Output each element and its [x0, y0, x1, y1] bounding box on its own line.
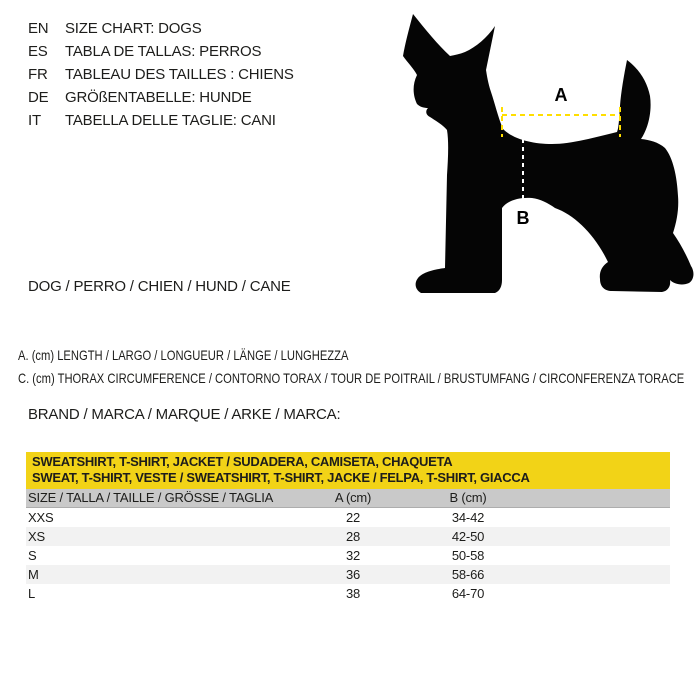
table-title-line: SWEAT, T-SHIRT, VESTE / SWEATSHIRT, T-SHIRT, JACKE / FELPA, T-SHIRT, GIACCA [32, 470, 530, 485]
measure-label-b: B [516, 208, 530, 228]
cell-a: 28 [345, 529, 361, 544]
cell-size: L [28, 586, 36, 601]
measurement-legend-a: A. (cm) LENGTH / LARGO / LONGUEUR / LÄNGE / LUNGHEZZA [18, 347, 349, 363]
table-header-row [26, 489, 670, 508]
language-title: TABLA DE TALLAS: PERROS [65, 43, 262, 60]
measure-label-a: A [554, 85, 568, 105]
cell-b: 42-50 [451, 529, 485, 544]
language-code: IT [28, 112, 41, 129]
table-row [26, 565, 670, 584]
cell-a: 38 [345, 586, 361, 601]
language-list [28, 17, 294, 132]
cell-size: XS [28, 529, 45, 544]
cell-b: 34-42 [451, 510, 485, 525]
language-title: SIZE CHART: DOGS [65, 20, 202, 37]
table-title-band [26, 452, 670, 489]
language-code: DE [28, 89, 49, 106]
language-title: GRÖßENTABELLE: HUNDE [65, 89, 252, 106]
language-row [28, 86, 294, 109]
measure-line-a [502, 107, 620, 137]
cell-a: 22 [345, 510, 361, 525]
cell-b: 58-66 [451, 567, 485, 582]
animal-translations-line: DOG / PERRO / CHIEN / HUND / CANE [28, 278, 291, 295]
table-row [26, 508, 670, 527]
table-row [26, 584, 670, 603]
language-code: ES [28, 43, 48, 60]
language-row [28, 17, 294, 40]
language-title: TABLEAU DES TAILLES : CHIENS [65, 66, 294, 83]
cell-b: 50-58 [451, 548, 485, 563]
cell-a: 36 [345, 567, 361, 582]
dog-measurement-diagram [400, 0, 700, 300]
language-code: FR [28, 66, 48, 83]
column-header-b: B (cm) [449, 490, 487, 505]
language-title: TABELLA DELLE TAGLIE: CANI [65, 112, 276, 129]
dog-silhouette-icon [400, 0, 700, 300]
brand-line: BRAND / MARCA / MARQUE / ARKE / MARCA: [28, 406, 341, 423]
table-row [26, 527, 670, 546]
cell-a: 32 [345, 548, 361, 563]
cell-size: S [28, 548, 37, 563]
column-header-a: A (cm) [334, 490, 372, 505]
table-title-line: SWEATSHIRT, T-SHIRT, JACKET / SUDADERA, CAMISETA, CHAQUETA [32, 454, 453, 469]
language-code: EN [28, 20, 49, 37]
language-row [28, 109, 294, 132]
language-row [28, 40, 294, 63]
table-row [26, 546, 670, 565]
column-header-size: SIZE / TALLA / TAILLE / GRÖSSE / TAGLIA [28, 490, 274, 505]
measurement-legend-c: C. (cm) THORAX CIRCUMFERENCE / CONTORNO TORAX / TOUR DE POITRAIL / BRUSTUMFANG / CIRCONFERENZA TORACE [18, 370, 685, 386]
size-table [26, 452, 670, 603]
cell-size: XXS [28, 510, 54, 525]
language-row [28, 63, 294, 86]
measurement-legend [18, 344, 700, 390]
cell-size: M [28, 567, 39, 582]
cell-b: 64-70 [451, 586, 485, 601]
